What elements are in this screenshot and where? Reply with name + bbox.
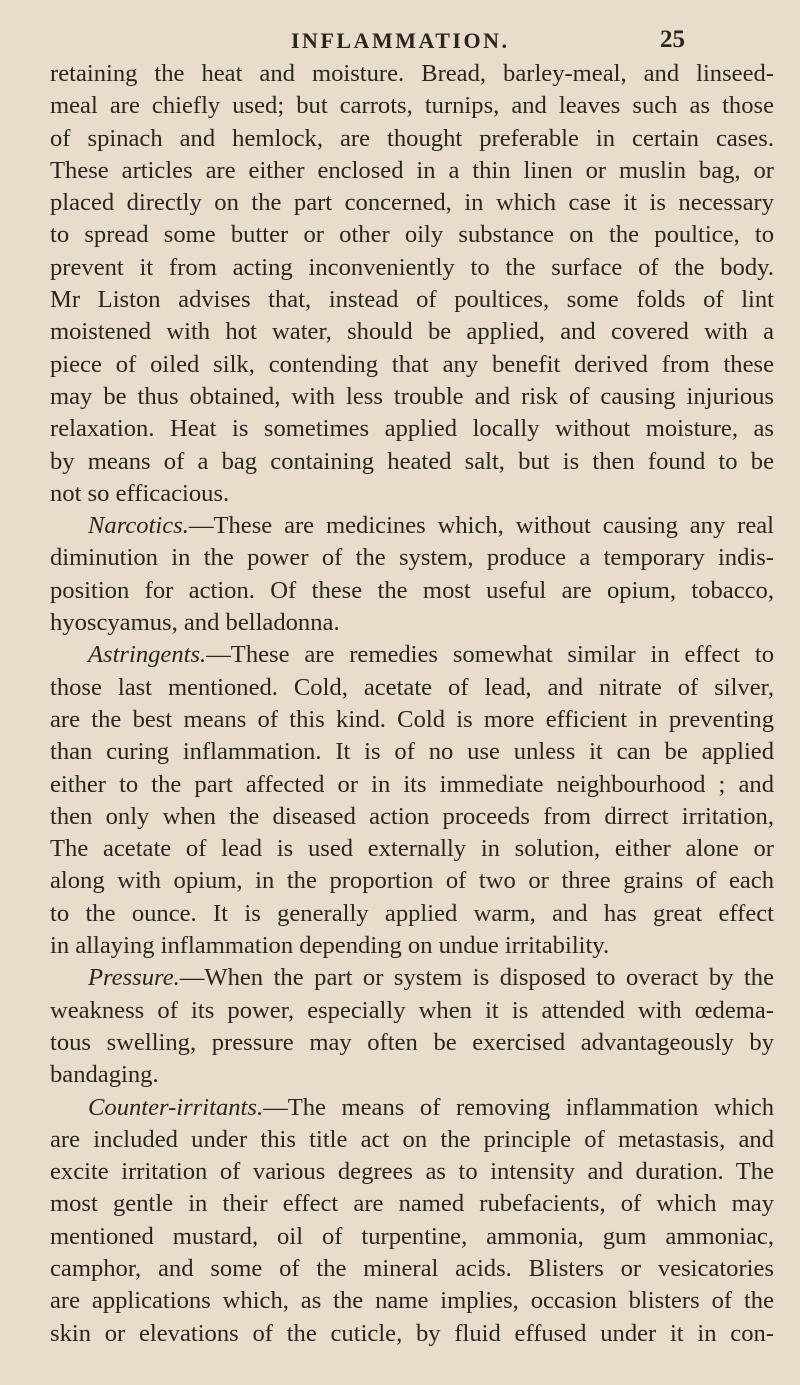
text-line [50, 1253, 774, 1285]
line-text: diminution in the power of the system, produce a temporary indis- [50, 544, 774, 572]
line-text: most gentle in their effect are named rubefacients, of which may [50, 1190, 774, 1218]
line-text: hyoscyamus, and belladonna. [50, 609, 340, 637]
text-line [50, 219, 774, 251]
text-line [50, 284, 774, 316]
text-line [50, 316, 774, 348]
line-text: are applications which, as the name implies, occasion blisters of the [50, 1287, 774, 1315]
line-text: Mr Liston advises that, instead of poultices, some folds of lint [50, 286, 774, 314]
line-text: in allaying inflammation depending on undue irritability. [50, 932, 610, 960]
line-text: The acetate of lead is used externally in solution, either alone or [50, 835, 774, 863]
text-line [50, 252, 774, 284]
text-line [50, 736, 774, 768]
line-text: relaxation. Heat is sometimes applied locally without moisture, as [50, 415, 774, 443]
line-text: than curing inflammation. It is of no use unless it can be applied [50, 738, 774, 766]
line-text: retaining the heat and moisture. Bread, barley-meal, and linseed- [50, 60, 774, 87]
text-line [50, 1285, 774, 1317]
line-text: are the best means of this kind. Cold is more efficient in preventing [50, 705, 774, 733]
line-text: then only when the diseased action proceeds from dirrect irritation, [50, 802, 774, 830]
line-text: are included under this title act on the principle of metastasis, and [50, 1125, 774, 1153]
line-text: —The means of removing inflammation which [263, 1093, 774, 1121]
line-text: piece of oiled silk, contending that any benefit derived from these [50, 350, 774, 378]
text-line [50, 672, 774, 704]
section-heading: Astringents. [88, 641, 207, 669]
text-line [50, 639, 774, 671]
text-line [50, 769, 774, 801]
line-text: may be thus obtained, with less trouble and risk of causing injurious [50, 382, 774, 410]
text-line [50, 930, 774, 962]
text-line [50, 542, 774, 574]
line-text: of spinach and hemlock, are thought preferable in certain cases. [50, 124, 774, 152]
text-line [50, 575, 774, 607]
line-text: —When the part or system is disposed to overact by the [179, 964, 774, 992]
line-text: to the ounce. It is generally applied warm, and has great effect [50, 899, 774, 927]
text-line [50, 155, 774, 187]
line-text: —These are remedies somewhat similar in effect to [206, 641, 774, 669]
text-line [50, 801, 774, 833]
line-text: excite irritation of various degrees as to intensity and duration. The [50, 1158, 774, 1186]
line-text: mentioned mustard, oil of turpentine, ammonia, gum ammoniac, [50, 1222, 774, 1250]
line-text: either to the part affected or in its immediate neighbourhood ; and [50, 770, 774, 798]
text-line [50, 187, 774, 219]
text-line [50, 1156, 774, 1188]
line-text: along with opium, in the proportion of two or three grains of each [50, 867, 774, 895]
line-text: weakness of its power, especially when it is attended with œdema- [50, 996, 774, 1024]
text-line [50, 1027, 774, 1059]
text-line [50, 1221, 774, 1253]
text-line [50, 349, 774, 381]
line-text: bandaging. [50, 1061, 159, 1089]
text-line [50, 478, 774, 510]
line-text: by means of a bag containing heated salt, but is then found to be [50, 447, 774, 475]
text-line [50, 58, 774, 90]
line-text: —These are medicines which, without causing any real [188, 512, 774, 540]
text-line [50, 510, 774, 542]
text-line [50, 1188, 774, 1220]
text-line [50, 704, 774, 736]
line-text: position for action. Of these the most useful are opium, tobacco, [50, 576, 774, 604]
text-line [50, 833, 774, 865]
text-line [50, 1092, 774, 1124]
line-text: tous swelling, pressure may often be exercised advantageously by [50, 1028, 774, 1056]
text-line [50, 381, 774, 413]
text-line [50, 1124, 774, 1156]
line-text: meal are chiefly used; but carrots, turnips, and leaves such as those [50, 92, 774, 120]
page-header [0, 28, 800, 62]
line-text: moistened with hot water, should be applied, and covered with a [50, 318, 774, 346]
line-text: to spread some butter or other oily substance on the poultice, to [50, 221, 774, 249]
text-line [50, 898, 774, 930]
section-heading: Narcotics. [88, 512, 189, 540]
text-line [50, 865, 774, 897]
page-number: 25 [660, 26, 685, 53]
line-text: skin or elevations of the cuticle, by fluid effused under it in con- [50, 1319, 774, 1347]
text-line [50, 123, 774, 155]
text-line [50, 413, 774, 445]
page-body-text [50, 58, 774, 1350]
text-line [50, 1059, 774, 1091]
text-line [50, 607, 774, 639]
line-text: not so efficacious. [50, 479, 230, 507]
line-text: those last mentioned. Cold, acetate of lead, and nitrate of silver, [50, 673, 774, 701]
line-text: camphor, and some of the mineral acids. Blisters or vesicatories [50, 1254, 774, 1282]
section-heading: Pressure. [88, 964, 180, 992]
line-text: placed directly on the part concerned, in which case it is necessary [50, 189, 774, 217]
text-line [50, 446, 774, 478]
line-text: These articles are either enclosed in a thin linen or muslin bag, or [50, 156, 774, 184]
section-heading: Counter-irritants. [88, 1093, 264, 1121]
line-text: prevent it from acting inconveniently to the surface of the body. [50, 253, 774, 281]
text-line [50, 962, 774, 994]
running-title: INFLAMMATION. [291, 28, 510, 53]
text-line [50, 1318, 774, 1350]
text-line [50, 90, 774, 122]
text-line [50, 995, 774, 1027]
